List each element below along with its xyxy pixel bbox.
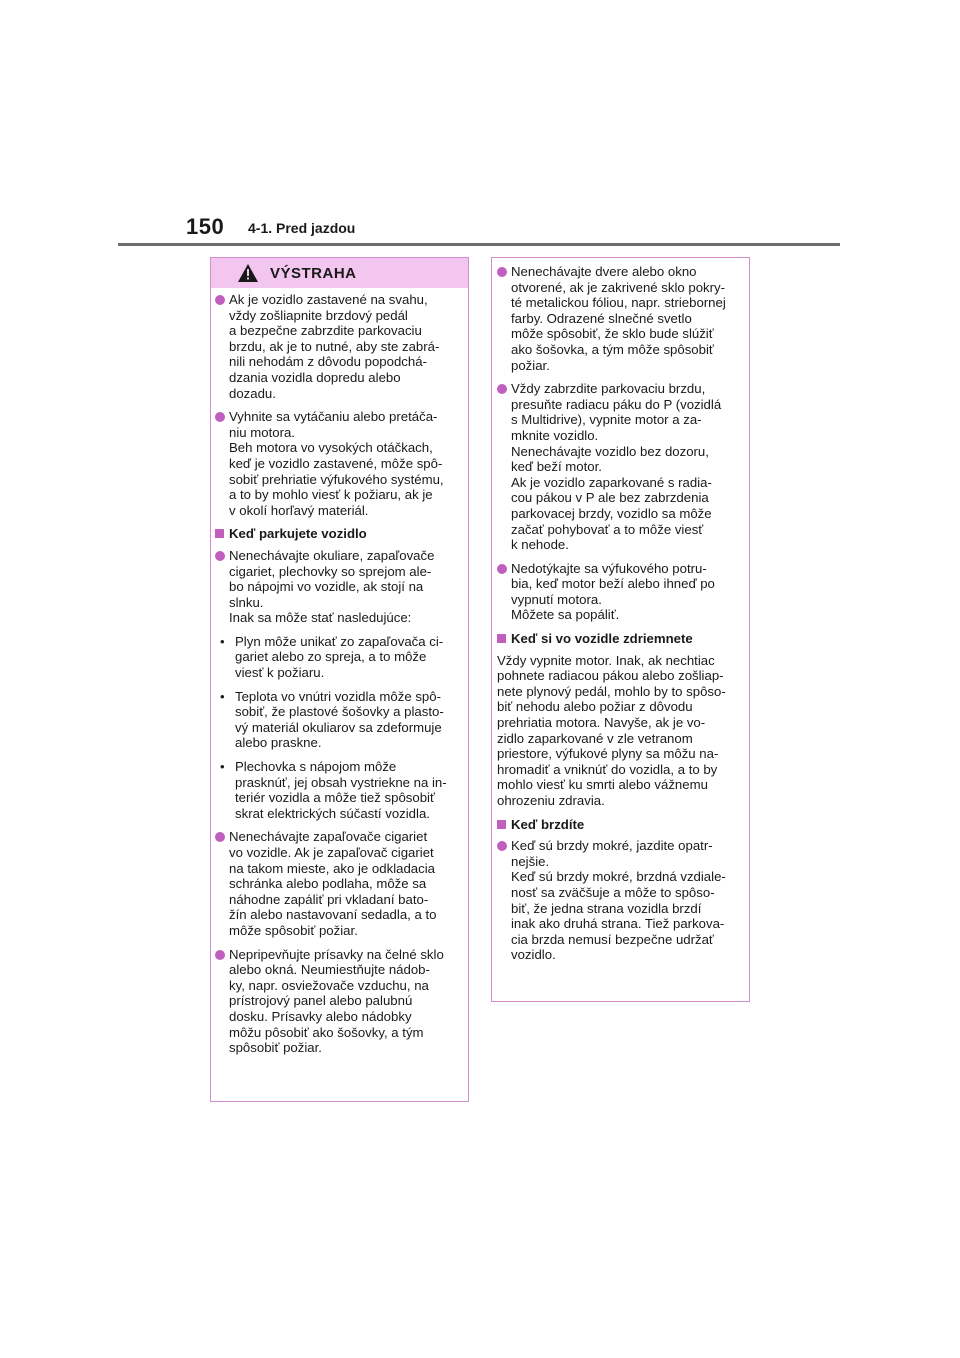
text-line: vždy zošliapnite brzdový pedál	[229, 307, 408, 323]
bullet-dot-icon	[215, 295, 225, 305]
warning-box-right	[491, 257, 750, 1002]
text-line: môže spôsobiť, že sklo bude slúžiť	[511, 326, 714, 342]
text-line: alebo okná. Neumiestňujte nádob-	[229, 962, 430, 978]
text-line: žín alebo nastavovaní sedadla, a to	[229, 907, 437, 923]
text-line: schránka alebo podlaha, môže sa	[229, 876, 427, 892]
text-line: na takom mieste, ako je odkladacia	[229, 860, 435, 876]
text-line: Keď sú brzdy mokré, brzdná vzdiale-	[511, 869, 726, 885]
warning-header	[211, 258, 468, 288]
text-line: prasknúť, jej obsah vystriekne na in-	[235, 774, 447, 790]
text-line: inak ako druhá strana. Tiež parkova-	[511, 916, 725, 932]
text-line: mknite vozidlo.	[511, 427, 599, 443]
bullet-dot-icon	[497, 384, 507, 394]
paragraph	[497, 653, 749, 809]
text-line: nili nehodám z dôvodu popodchá-	[229, 354, 427, 370]
text-line: Keď parkujete vozidlo	[229, 526, 367, 542]
subsection-heading	[215, 526, 468, 542]
text-line: dzania vozidla dopredu alebo	[229, 369, 401, 385]
sub-bullet-icon: •	[220, 759, 225, 775]
text-line: ako šošovka, a tým môže spôsobiť	[511, 341, 714, 357]
text-line: a to by mohlo viesť k požiaru, ak je	[229, 487, 433, 503]
bullet-dot-icon	[215, 412, 225, 422]
text-line: Môžete sa popáliť.	[511, 607, 620, 623]
text-line: náhodne zapáliť pri vkladaní bato-	[229, 891, 429, 907]
page-number: 150	[186, 214, 225, 239]
text-line: bia, keď motor beží alebo ihneď po	[511, 576, 715, 592]
text-line: v okolí horľavý materiál.	[229, 502, 369, 518]
text-line: biť nehodu alebo požiar z dôvodu	[497, 699, 693, 715]
bullet-item	[215, 548, 468, 626]
text-line: Nenechávajte okuliare, zapaľovače	[229, 547, 435, 563]
text-line: Teplota vo vnútri vozidla môže spô-	[235, 688, 441, 704]
left-column-body	[211, 288, 468, 1056]
bullet-item	[215, 947, 468, 1056]
text-line: nosť sa zväčšuje a môže to spôso-	[511, 884, 715, 900]
text-line: biť, že jedna strana vozidla brzdí	[511, 900, 702, 916]
text-line: farby. Odrazené slnečné svetlo	[511, 310, 692, 326]
text-line: nete plynový pedál, mohlo by to spôso-	[497, 683, 726, 699]
text-line: slnku.	[229, 594, 264, 610]
sub-bullet-item	[215, 634, 468, 681]
header-rule	[118, 243, 840, 246]
bullet-dot-icon	[497, 564, 507, 574]
bullet-dot-icon	[215, 551, 225, 561]
text-line: priestore, výfukové plyny sa môžu na-	[497, 746, 719, 762]
square-marker-icon	[497, 820, 506, 829]
text-line: nejšie.	[511, 853, 550, 869]
bullet-dot-icon	[497, 267, 507, 277]
text-line: Inak sa môže stať nasledujúce:	[229, 610, 412, 626]
text-line: sobiť, že plastové šošovky a plasto-	[235, 704, 444, 720]
bullet-item	[215, 409, 468, 518]
text-line: ohrozeniu zdravia.	[497, 793, 605, 808]
sub-bullet-icon: •	[220, 688, 225, 704]
text-line: viesť k požiaru.	[235, 665, 325, 681]
text-line: Beh motora vo vysokých otáčkach,	[229, 440, 433, 456]
text-line: Nenechávajte zapaľovače cigariet	[229, 829, 428, 845]
text-line: k nehode.	[511, 537, 569, 553]
text-line: Keď brzdíte	[511, 816, 585, 832]
text-line: Ak je vozidlo zastavené na svahu,	[229, 292, 428, 307]
text-line: pohnete radiacou pákou alebo zošliap-	[497, 668, 724, 684]
text-line: môže spôsobiť požiar.	[229, 922, 358, 938]
text-line: prehriatia motora. Navyše, ak je vo-	[497, 715, 706, 731]
text-line: zidlo zaparkované v zle vetranom	[497, 730, 693, 746]
sub-bullet-icon: •	[220, 633, 225, 649]
bullet-dot-icon	[215, 950, 225, 960]
sub-bullet-item	[215, 689, 468, 751]
text-line: požiar.	[511, 357, 550, 373]
text-line: Nepripevňujte prísavky na čelné sklo	[229, 946, 444, 962]
text-line: dozadu.	[229, 385, 276, 401]
text-line: cigariet, plechovky so sprejom ale-	[229, 563, 432, 579]
text-line: a bezpečne zabrzdite parkovaciu	[229, 323, 422, 339]
text-line: Nenechávajte dvere alebo okno	[511, 264, 697, 279]
section-title: 4-1. Pred jazdou	[248, 220, 356, 236]
bullet-item	[215, 292, 468, 401]
text-line: gariet alebo zo spreja, a to môže	[235, 649, 427, 665]
text-line: Nenechávajte vozidlo bez dozoru,	[511, 443, 709, 459]
text-line: Vyhnite sa vytáčaniu alebo pretáča-	[229, 409, 438, 425]
square-marker-icon	[215, 529, 224, 538]
text-line: cia brzda nemusí bezpečne udržať	[511, 931, 714, 947]
text-line: začať pohybovať a to môže viesť	[511, 521, 704, 537]
bullet-dot-icon	[215, 832, 225, 842]
warning-box-left	[210, 257, 469, 1102]
text-line: sobiť prehriatie výfukového systému,	[229, 471, 444, 487]
square-marker-icon	[497, 634, 506, 643]
text-line: alebo praskne.	[235, 735, 322, 751]
bullet-item	[497, 561, 749, 623]
warning-triangle-icon	[237, 263, 259, 283]
text-line: niu motora.	[229, 424, 295, 440]
text-line: vý materiál okuliarov sa zdeformuje	[235, 719, 442, 735]
text-line: prístrojový panel alebo palubnú	[229, 993, 413, 1009]
text-line: keď je vozidlo zastavené, môže spô-	[229, 455, 443, 471]
text-line: bo nápojmi vo vozidle, ak stojí na	[229, 579, 424, 595]
text-line: presuňte radiacu páku do P (vozidlá	[511, 396, 722, 412]
text-line: otvorené, ak je zakrivené sklo pokry-	[511, 279, 726, 295]
sub-bullet-item	[215, 759, 468, 821]
subsection-heading	[497, 631, 749, 647]
text-line: parkovacej brzdy, vozidlo sa môže	[511, 505, 712, 521]
text-line: hromadiť a vniknúť do vozidla, a to by	[497, 761, 718, 777]
text-line: ky, napr. osviežovače vzduchu, na	[229, 977, 429, 993]
text-line: spôsobiť požiar.	[229, 1040, 322, 1056]
text-line: s Multidrive), vypnite motor a za-	[511, 412, 702, 428]
text-line: Plyn môže unikať zo zapaľovača ci-	[235, 633, 444, 649]
text-line: skrat elektrických súčastí vozidla.	[235, 805, 430, 821]
warning-title: VÝSTRAHA	[270, 265, 357, 282]
text-line: Vždy zabrzdite parkovaciu brzdu,	[511, 381, 706, 397]
bullet-dot-icon	[497, 841, 507, 851]
text-line: Keď si vo vozidle zdriemnete	[511, 631, 693, 647]
text-line: Nedotýkajte sa výfukového potru-	[511, 560, 707, 576]
text-line: vypnutí motora.	[511, 591, 602, 607]
text-line: keď beží motor.	[511, 459, 602, 475]
text-line: Keď sú brzdy mokré, jazdite opatr-	[511, 838, 713, 854]
text-line: té metalickou fóliou, napr. striebornej	[511, 295, 726, 311]
bullet-item	[215, 829, 468, 938]
text-line: Vždy vypnite motor. Inak, ak nechtiac	[497, 652, 715, 668]
text-line: brzdu, ak je to nutné, aby ste zabrá-	[229, 338, 440, 354]
text-line: dosku. Prísavky alebo nádobky	[229, 1008, 412, 1024]
text-line: mohlo viesť ku smrti alebo vážnemu	[497, 777, 708, 793]
text-line: Ak je vozidlo zaparkované s radia-	[511, 474, 712, 490]
text-line: cou pákou v P ale bez zabrzdenia	[511, 490, 709, 506]
text-line: vo vozidle. Ak je zapaľovač cigariet	[229, 845, 434, 860]
bullet-item	[497, 381, 749, 553]
text-line: Plechovka s nápojom môže	[235, 759, 397, 775]
bullet-item	[497, 838, 749, 963]
bullet-item	[497, 264, 749, 373]
text-line: vozidlo.	[511, 947, 556, 963]
text-line: môžu pôsobiť ako šošovky, a tým	[229, 1024, 424, 1040]
subsection-heading	[497, 817, 749, 833]
text-line: teriér vozidla a môže tiež spôsobiť	[235, 790, 435, 806]
